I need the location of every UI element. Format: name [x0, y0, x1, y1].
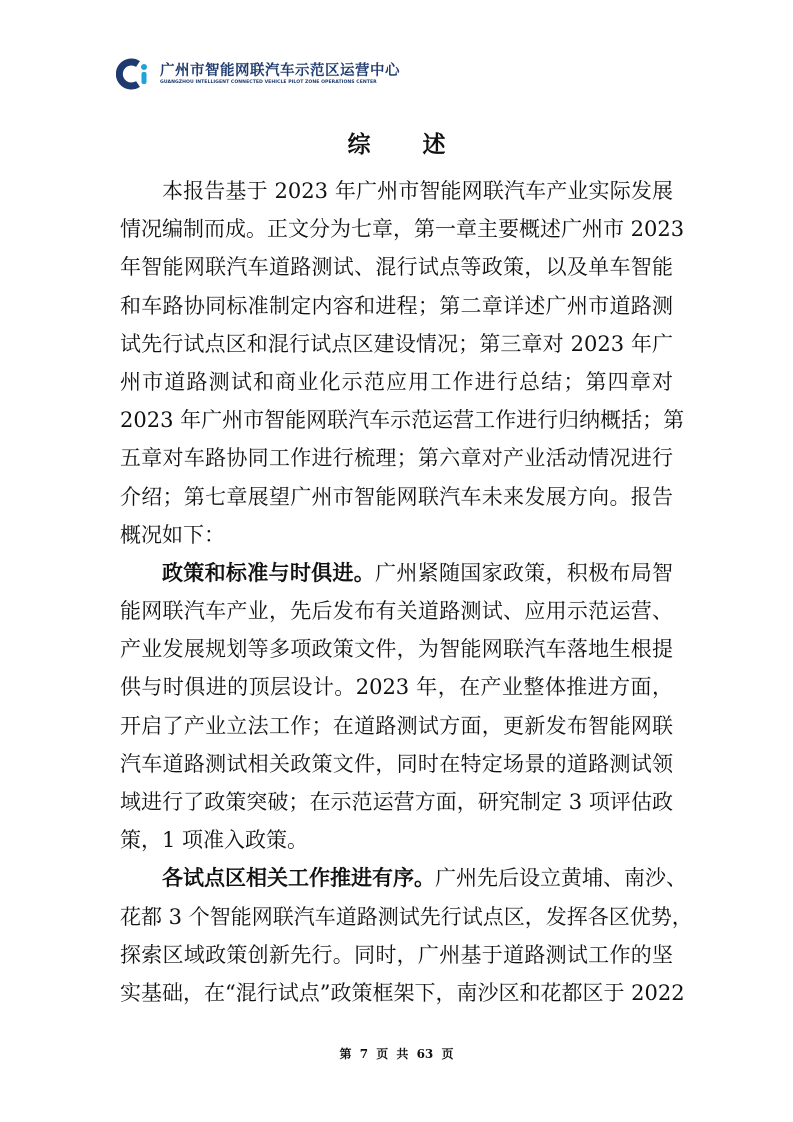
- text-line: 汽车道路测试相关政策文件，同时在特定场景的道路测试领: [120, 751, 673, 776]
- text-line: 域进行了政策突破；在示范运营方面，研究制定 3 项评估政: [120, 790, 673, 814]
- gicv-logo-icon: [116, 58, 156, 90]
- text-line: 五章对车路协同工作进行梳理；第六章对产业活动情况进行: [120, 446, 673, 471]
- text-line: 开启了产业立法工作；在道路测试方面，更新发布智能网联: [120, 713, 673, 738]
- text-line: 能网联汽车产业，先后发布有关道路测试、应用示范运营、: [120, 599, 673, 624]
- text-line: 概况如下：: [120, 522, 225, 547]
- paragraph-lead: 政策和标准与时俱进。: [162, 559, 376, 585]
- page-title: 综 述: [347, 132, 468, 158]
- text-line: 产业发展规划等多项政策文件，为智能网联汽车落地生根提: [120, 637, 673, 662]
- text-line: 介绍；第七章展望广州市智能网联汽车未来发展方向。报告: [120, 484, 673, 509]
- text-line: 政策和标准与时俱进。广州紧随国家政策，积极布局智: [162, 559, 674, 585]
- text-line: 2023 年广州市智能网联汽车示范运营工作进行归纳概括；第: [120, 408, 685, 433]
- page-number: 第 7 页 共 63 页: [339, 1047, 454, 1061]
- text-line: 实基础，在“混行试点”政策框架下，南沙区和花都区于 2022: [120, 980, 685, 1005]
- text-line: 年智能网联汽车道路测试、混行试点等政策，以及单车智能: [120, 255, 673, 280]
- text-line: 和车路协同标准制定内容和进程；第二章详述广州市道路测: [120, 293, 673, 318]
- text-line: 探索区域政策创新先行。同时，广州基于道路测试工作的坚: [120, 942, 673, 967]
- text-line: 供与时俱进的顶层设计。2023 年，在产业整体推进方面，: [120, 675, 673, 700]
- text-line: 本报告基于 2023 年广州市智能网联汽车产业实际发展: [162, 179, 673, 203]
- text-line: 各试点区相关工作推进有序。广州先后设立黄埔、南沙、: [162, 865, 687, 891]
- paragraph-lead: 各试点区相关工作推进有序。: [162, 865, 435, 891]
- text-line: 花都 3 个智能网联汽车道路测试先行试点区，发挥各区优势，: [120, 904, 693, 929]
- org-name-cn: 广州市智能网联汽车示范区运营中心: [160, 62, 400, 79]
- document-body: [120, 172, 693, 1012]
- org-name-en: GUANGZHOU INTELLIGENT CONNECTED VEHICLE PILOT ZONE OPERATIONS CENTER: [160, 79, 377, 85]
- text-line: 州市道路测试和商业化示范应用工作进行总结；第四章对: [120, 369, 673, 394]
- page-header: [116, 58, 400, 90]
- text-line: 策，1 项准入政策。: [120, 828, 309, 853]
- text-line: 情况编制而成。正文分为七章，第一章主要概述广州市 2023: [120, 217, 685, 242]
- text-line: 试先行试点区和混行试点区建设情况；第三章对 2023 年广: [120, 331, 673, 356]
